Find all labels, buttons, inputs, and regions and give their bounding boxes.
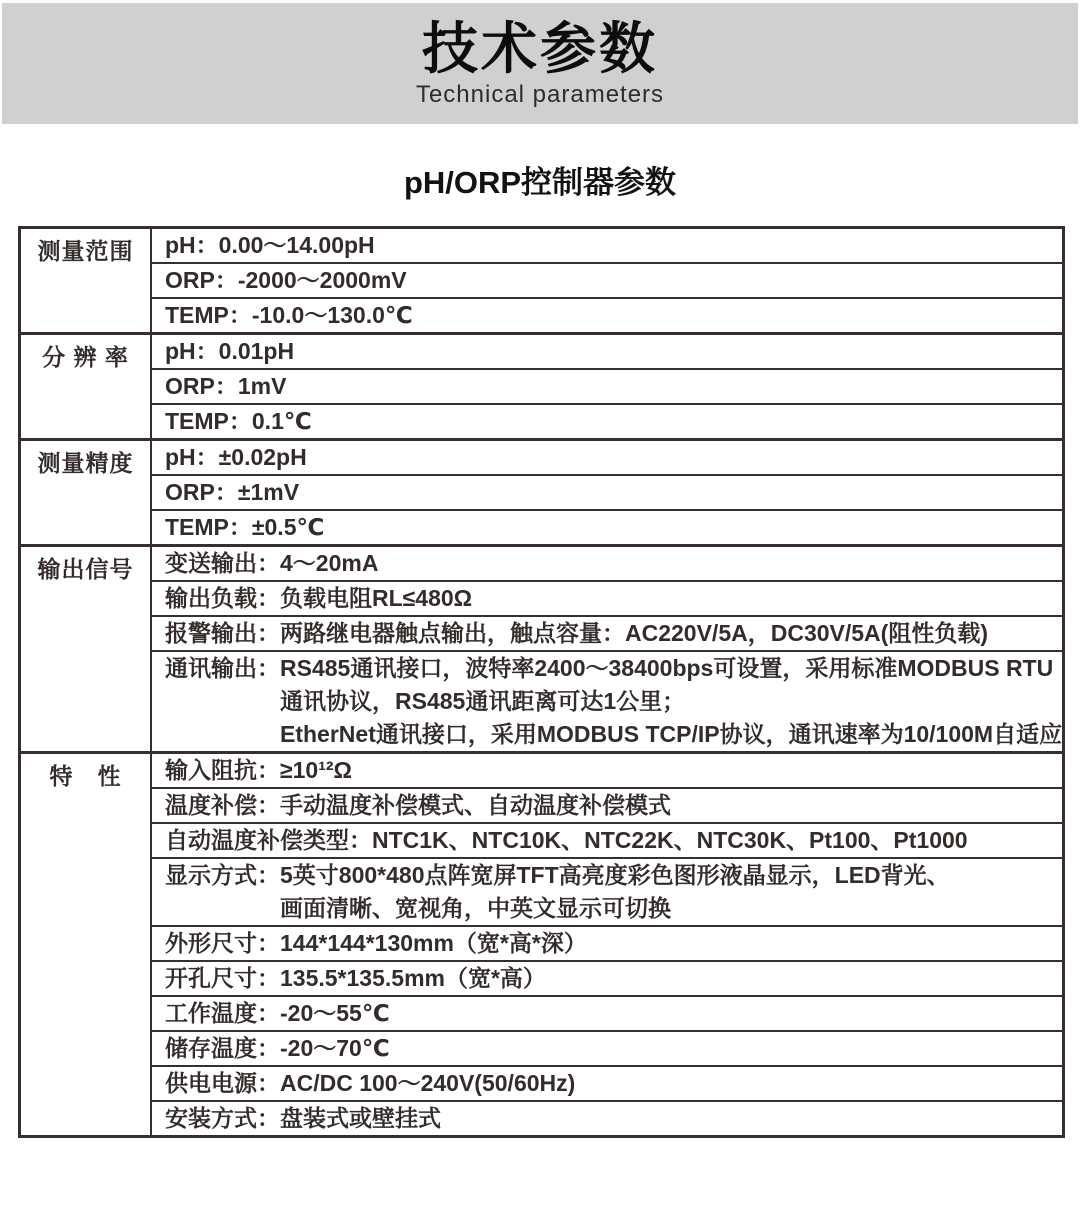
table-group — [21, 229, 1062, 332]
section-title: pH/ORP控制器参数 — [403, 165, 677, 200]
table-row — [152, 652, 1062, 751]
table-group — [21, 751, 1062, 1135]
table-cell-line: 输入阻抗：≥10¹²Ω — [165, 757, 352, 783]
table-group — [21, 438, 1062, 544]
table-row — [152, 824, 1062, 859]
table-row — [152, 547, 1062, 582]
table-cell-line: 输出负载：负载电阻RL≤480Ω — [165, 585, 473, 611]
table-cell-line: 通讯协议，RS485通讯距离可达1公里； — [280, 688, 686, 714]
table-row — [152, 229, 1062, 264]
table-cell-line: 储存温度：-20～70℃ — [165, 1035, 390, 1061]
table-cell-line: ORP：1mV — [165, 373, 287, 399]
table-row — [152, 617, 1062, 652]
table-cell-line: 变送输出：4～20mA — [165, 550, 379, 576]
table-cell-line: 通讯输出：RS485通讯接口，波特率2400～38400bps可设置，采用标准MODBUS RTU — [165, 655, 1054, 681]
table-cell-line: ORP：±1mV — [165, 479, 300, 505]
header-banner — [2, 3, 1078, 124]
table-row — [152, 754, 1062, 789]
table-cell-line: 安装方式：盘装式或壁挂式 — [165, 1105, 441, 1131]
table-group-rows — [152, 335, 1062, 438]
table-cell-line: pH：±0.02pH — [165, 444, 307, 470]
table-cell-line: 外形尺寸：144*144*130mm（宽*高*深） — [165, 930, 587, 956]
table-group-rows — [152, 441, 1062, 544]
table-row — [152, 1067, 1062, 1102]
table-group — [21, 332, 1062, 438]
table-row — [152, 335, 1062, 370]
table-cell-line: 供电电源：AC/DC 100～240V(50/60Hz) — [165, 1070, 576, 1096]
table-row — [152, 405, 1062, 438]
table-group — [21, 544, 1062, 751]
table-cell-line: 温度补偿：手动温度补偿模式、自动温度补偿模式 — [165, 792, 671, 818]
table-row — [152, 997, 1062, 1032]
table-row — [152, 441, 1062, 476]
table-row — [152, 582, 1062, 617]
page-subtitle: Technical parameters — [415, 80, 665, 108]
table-cell-line: pH：0.00～14.00pH — [165, 232, 375, 258]
table-row — [152, 511, 1062, 544]
row-group-header: 测量范围 — [21, 229, 152, 332]
table-group-rows — [152, 229, 1062, 332]
table-cell-line: EtherNet通讯接口，采用MODBUS TCP/IP协议，通讯速率为10/100M自适应 — [280, 721, 1063, 747]
table-cell-line: pH：0.01pH — [165, 338, 295, 364]
table-row — [152, 859, 1062, 927]
row-group-header: 测量精度 — [21, 441, 152, 544]
table-cell-line: 自动温度补偿类型：NTC1K、NTC10K、NTC22K、NTC30K、Pt100、Pt1000 — [165, 827, 968, 853]
table-row — [152, 476, 1062, 511]
table-cell-line: 报警输出：两路继电器触点输出，触点容量：AC220V/5A，DC30V/5A(阻性负载) — [165, 620, 988, 646]
row-group-header: 分 辨 率 — [21, 335, 152, 438]
table-cell-line: 开孔尺寸：135.5*135.5mm（宽*高） — [165, 965, 546, 991]
table-group-rows — [152, 754, 1062, 1135]
table-cell-line: ORP：-2000～2000mV — [165, 267, 407, 293]
row-group-header: 输出信号 — [21, 547, 152, 751]
table-row — [152, 789, 1062, 824]
spec-table — [18, 226, 1065, 1138]
table-row — [152, 370, 1062, 405]
table-row — [152, 1102, 1062, 1135]
page-title: 技术参数 — [422, 16, 658, 80]
table-cell-line: TEMP：±0.5℃ — [165, 514, 325, 540]
table-row — [152, 264, 1062, 299]
table-cell-line: 显示方式：5英寸800*480点阵宽屏TFT高亮度彩色图形液晶显示，LED背光、 — [165, 862, 950, 888]
table-cell-line: 画面清晰、宽视角，中英文显示可切换 — [280, 895, 671, 921]
table-cell-line: TEMP：-10.0～130.0℃ — [165, 302, 413, 328]
row-group-header: 特 性 — [21, 754, 152, 1135]
table-row — [152, 927, 1062, 962]
table-group-rows — [152, 547, 1062, 751]
table-row — [152, 1032, 1062, 1067]
table-cell-line: 工作温度：-20～55℃ — [165, 1000, 390, 1026]
table-row — [152, 962, 1062, 997]
table-row — [152, 299, 1062, 332]
table-cell-line: TEMP：0.1℃ — [165, 408, 312, 434]
